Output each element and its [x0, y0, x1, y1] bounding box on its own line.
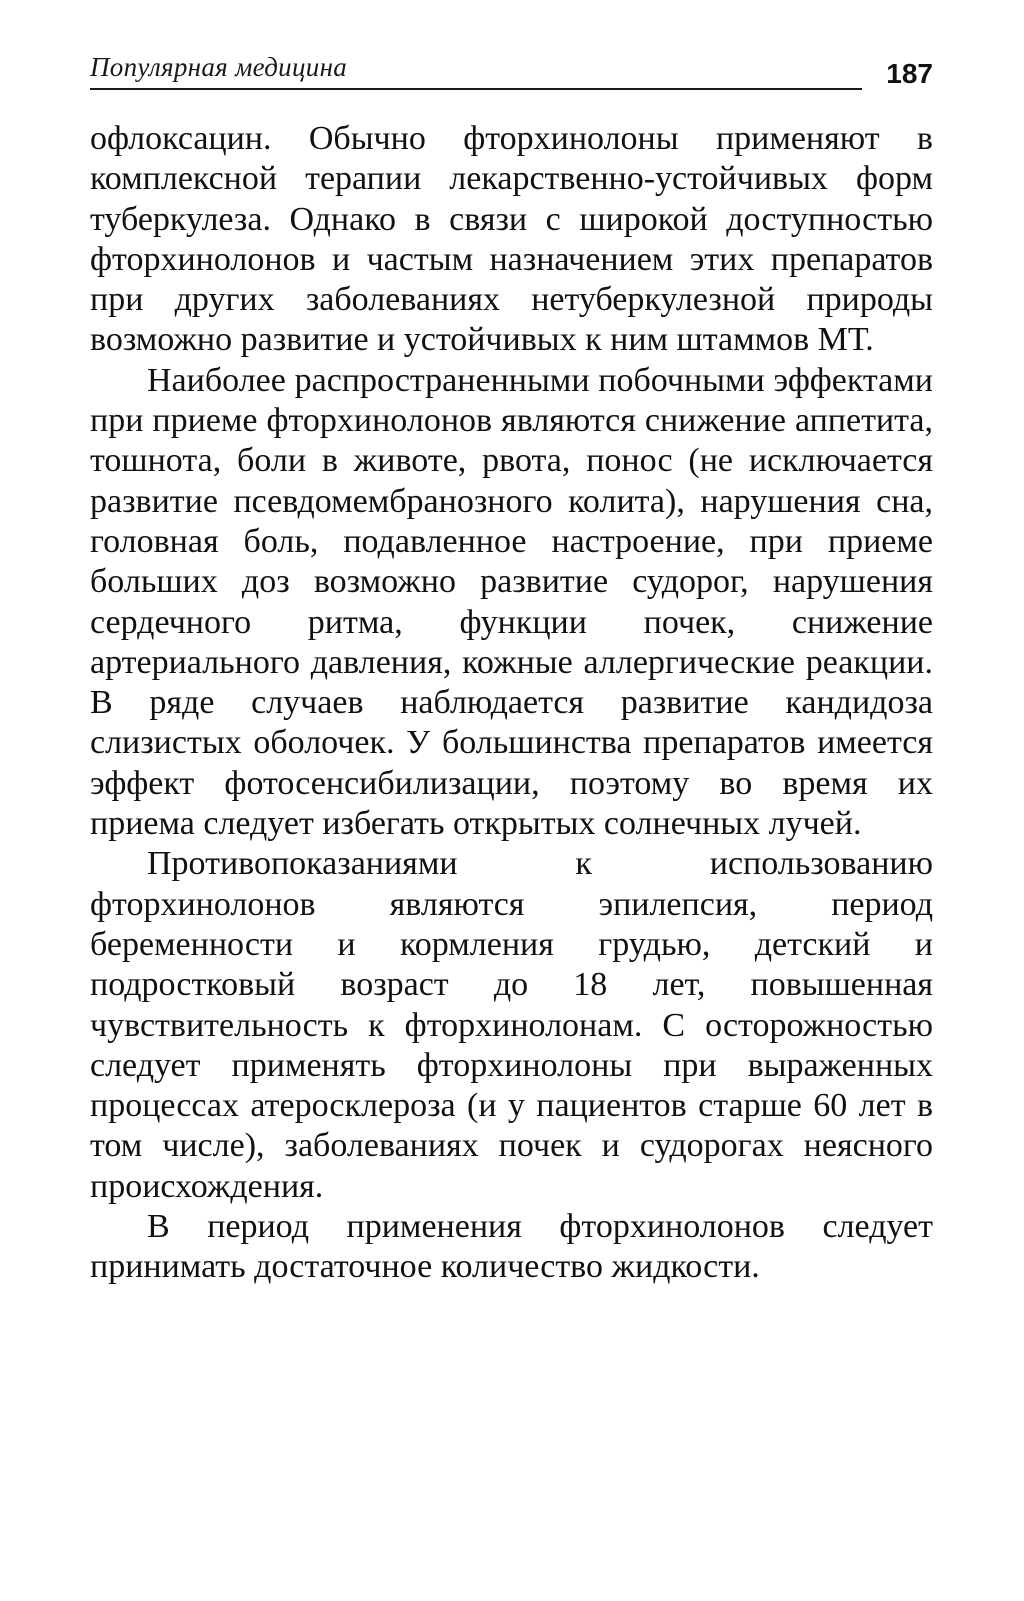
paragraph-contraindications: Противопоказаниями к использованию фторхинолонов являются эпилепсия, период беременности и кормления грудью, детский и подростковый возраст до 18 лет, повышенная чувствительность к фторхинолонам. С осторожностью следует применять фторхинолоны при выраженных процессах атеросклероза (и у пациентов старше 60 лет в том числе), заболеваниях почек и судорогах неясного происхождения. [90, 845, 933, 1205]
header-rule [90, 88, 862, 90]
paragraph-continuation: офлоксацин. Обычно фторхинолоны применяют в комплексной терапии лекарственно-устойчивых форм туберкулеза. Однако в связи с широкой доступностью фторхинолонов и частым назначением этих препаратов при других заболеваниях нетуберкулезной природы возможно развитие и устойчивых к ним штаммов МТ. [90, 120, 933, 359]
running-header [90, 48, 933, 94]
running-header-title: Популярная медицина [90, 52, 348, 82]
paragraph-fluid-intake: В период применения фторхинолонов следует принимать достаточное количество жидкости. [90, 1208, 933, 1286]
paragraph-side-effects: Наиболее распространенными побочными эффектами при приеме фторхинолонов являются снижение аппетита, тошнота, боли в животе, рвота, понос (не исключается развитие псевдомембранозного колита), нарушения сна, головная боль, подавленное настроение, при приеме больших доз возможно развитие судорог, нарушения сердечного ритма, функции почек, снижение артериального давления, кожные аллергические реакции. В ряде случаев наблюдается развитие кандидоза слизистых оболочек. У большинства препаратов имеется эффект фотосенсибилизации, поэтому во время их приема следует избегать открытых солнечных лучей. [90, 361, 933, 843]
body-text [90, 119, 933, 1288]
page-number: 187 [886, 58, 933, 89]
